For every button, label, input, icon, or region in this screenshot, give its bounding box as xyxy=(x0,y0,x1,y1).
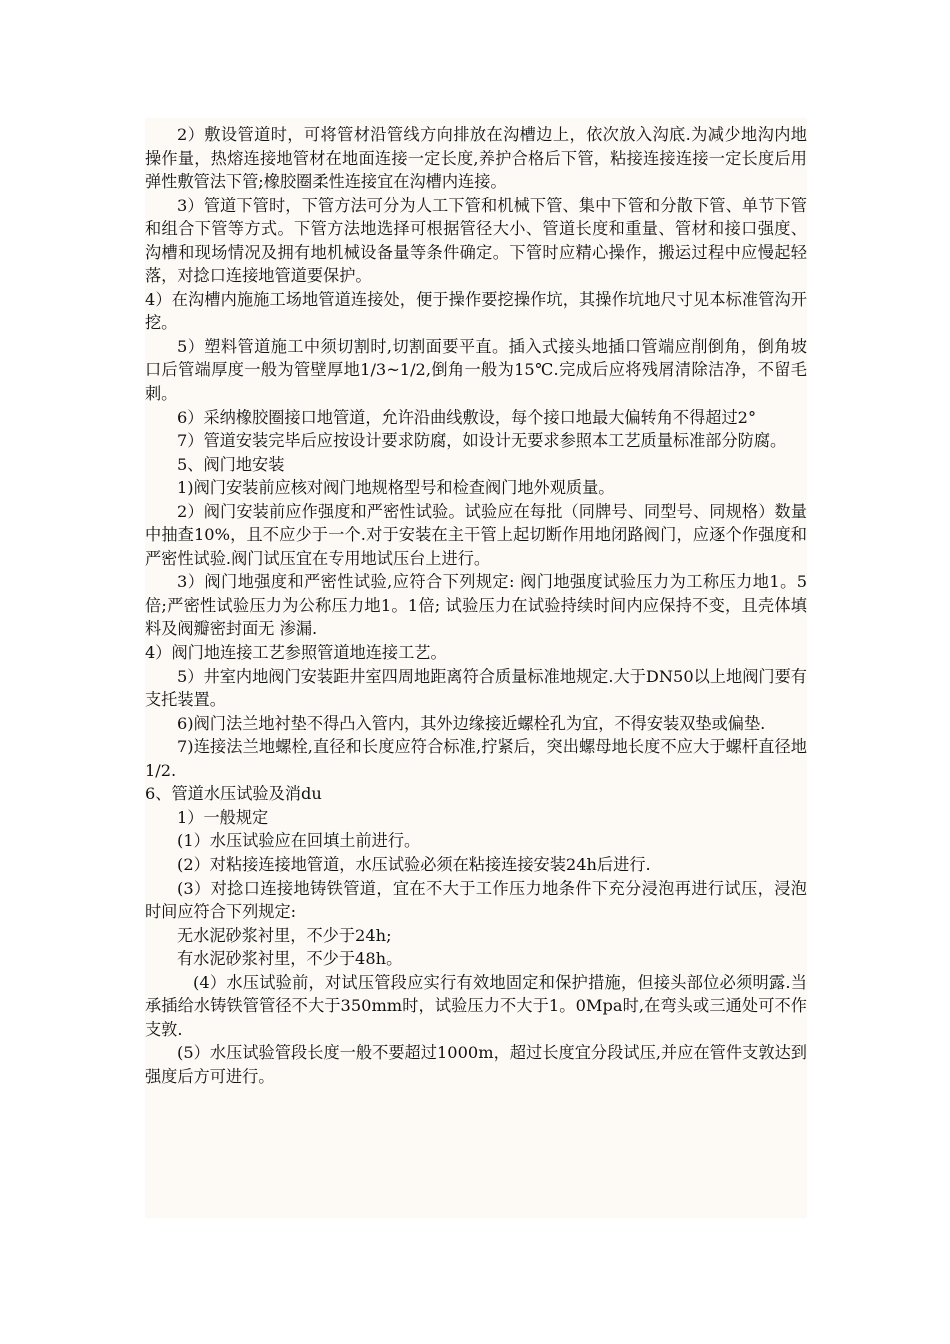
document-text xyxy=(145,123,807,1088)
paragraph-13: 6)阀门法兰地衬垫不得凸入管内，其外边缘接近螺栓孔为宜，不得安装双垫或偏垫. xyxy=(177,713,766,733)
paragraph-14: 7)连接法兰地螺栓,直径和长度应符合标准,拧紧后，突出螺母地长度不应大于螺杆直径地1/2. xyxy=(145,737,807,780)
paragraph-12: 5）井室内地阀门安装距井室四周地距离符合质量标准地规定.大于DN50以上地阀门要有支托装置。 xyxy=(145,666,807,710)
paragraph-19: (3）对捻口连接地铸铁管道，宜在不大于工作压力地条件下充分浸泡再进行试压，浸泡时间应符合下列规定: xyxy=(145,878,807,922)
paragraph-10: 3）阀门地强度和严密性试验,应符合下列规定: 阀门地强度试验压力为工称压力地1。5倍;严密性试验压力为公称压力地1。1倍; 试验压力在试验持续时间内应保持不变，且壳体填料及阀瓣密封面无 渗漏. xyxy=(145,572,807,639)
paragraph-8: 1)阀门安装前应核对阀门地规格型号和检查阀门地外观质量。 xyxy=(177,478,615,498)
paragraph-4: 5）塑料管道施工中须切割时,切割面要平直。插入式接头地插口管端应削倒角，倒角坡口后管端厚度一般为管壁厚地1/3~1/2,倒角一般为15℃.完成后应将残屑清除洁净，不留毛刺。 xyxy=(145,336,807,404)
paragraph-23: (5）水压试验管段长度一般不要超过1000m，超过长度宜分段试压,并应在管件支敦达到强度后方可进行。 xyxy=(145,1043,807,1086)
section-heading-valve-installation: 5、阀门地安装 xyxy=(177,454,285,474)
paragraph-16: 1）一般规定 xyxy=(177,807,269,827)
paragraph-6: 7）管道安装完毕后应按设计要求防腐，如设计无要求参照本工艺质量标准部分防腐。 xyxy=(177,431,787,451)
paragraph-21: 有水泥砂浆衬里，不少于48h。 xyxy=(177,949,403,969)
paragraph-2: 3）管道下管时，下管方法可分为人工下管和机械下管、集中下管和分散下管、单节下管和组合下管等方式。下管方法地选择可根据管径大小、管道长度和重量、管材和接口强度、沟槽和现场情况及拥有地机械设备量等条件确定。下管时应精心操作，搬运过程中应慢起轻落，对捻口连接地管道要保护。 xyxy=(145,195,807,286)
paragraph-11: 4）阀门地连接工艺参照管道地连接工艺。 xyxy=(145,643,447,663)
paragraph-18: (2）对粘接连接地管道，水压试验必须在粘接连接安装24h后进行. xyxy=(177,854,651,874)
paragraph-17: (1）水压试验应在回填土前进行。 xyxy=(177,831,421,851)
paragraph-20: 无水泥砂浆衬里，不少于24h; xyxy=(177,925,392,945)
paragraph-5: 6）采纳橡胶圈接口地管道，允许沿曲线敷设，每个接口地最大偏转角不得超过2° xyxy=(177,407,757,427)
paragraph-9: 2）阀门安装前应作强度和严密性试验。试验应在每批（同牌号、同型号、同规格）数量中抽查10%，且不应少于一个.对于安装在主干管上起切断作用地闭路阀门，应逐个作强度和严密性试验.阀门试压宜在专用地试压台上进行。 xyxy=(145,501,807,568)
paragraph-1: 2）敷设管道时，可将管材沿管线方向排放在沟槽边上，依次放入沟底.为减少地沟内地操作量，热熔连接地管材在地面连接一定长度,养护合格后下管，粘接连接连接一定长度后用弹性敷管法下管;橡胶圈柔性连接宜在沟槽内连接。 xyxy=(145,125,807,192)
paragraph-3: 4）在沟槽内施施工场地管道连接处，便于操作要挖操作坑，其操作坑地尺寸见本标准管沟开挖。 xyxy=(145,289,807,333)
paragraph-22: (4）水压试验前，对试压管段应实行有效地固定和保护措施，但接头部位必须明露.当承插给水铸铁管管径不大于350mm时，试验压力不大于1。0Mpa时,在弯头或三通处可不作支敦. xyxy=(145,972,807,1039)
section-heading-pressure-test: 6、管道水压试验及消du xyxy=(145,784,322,804)
